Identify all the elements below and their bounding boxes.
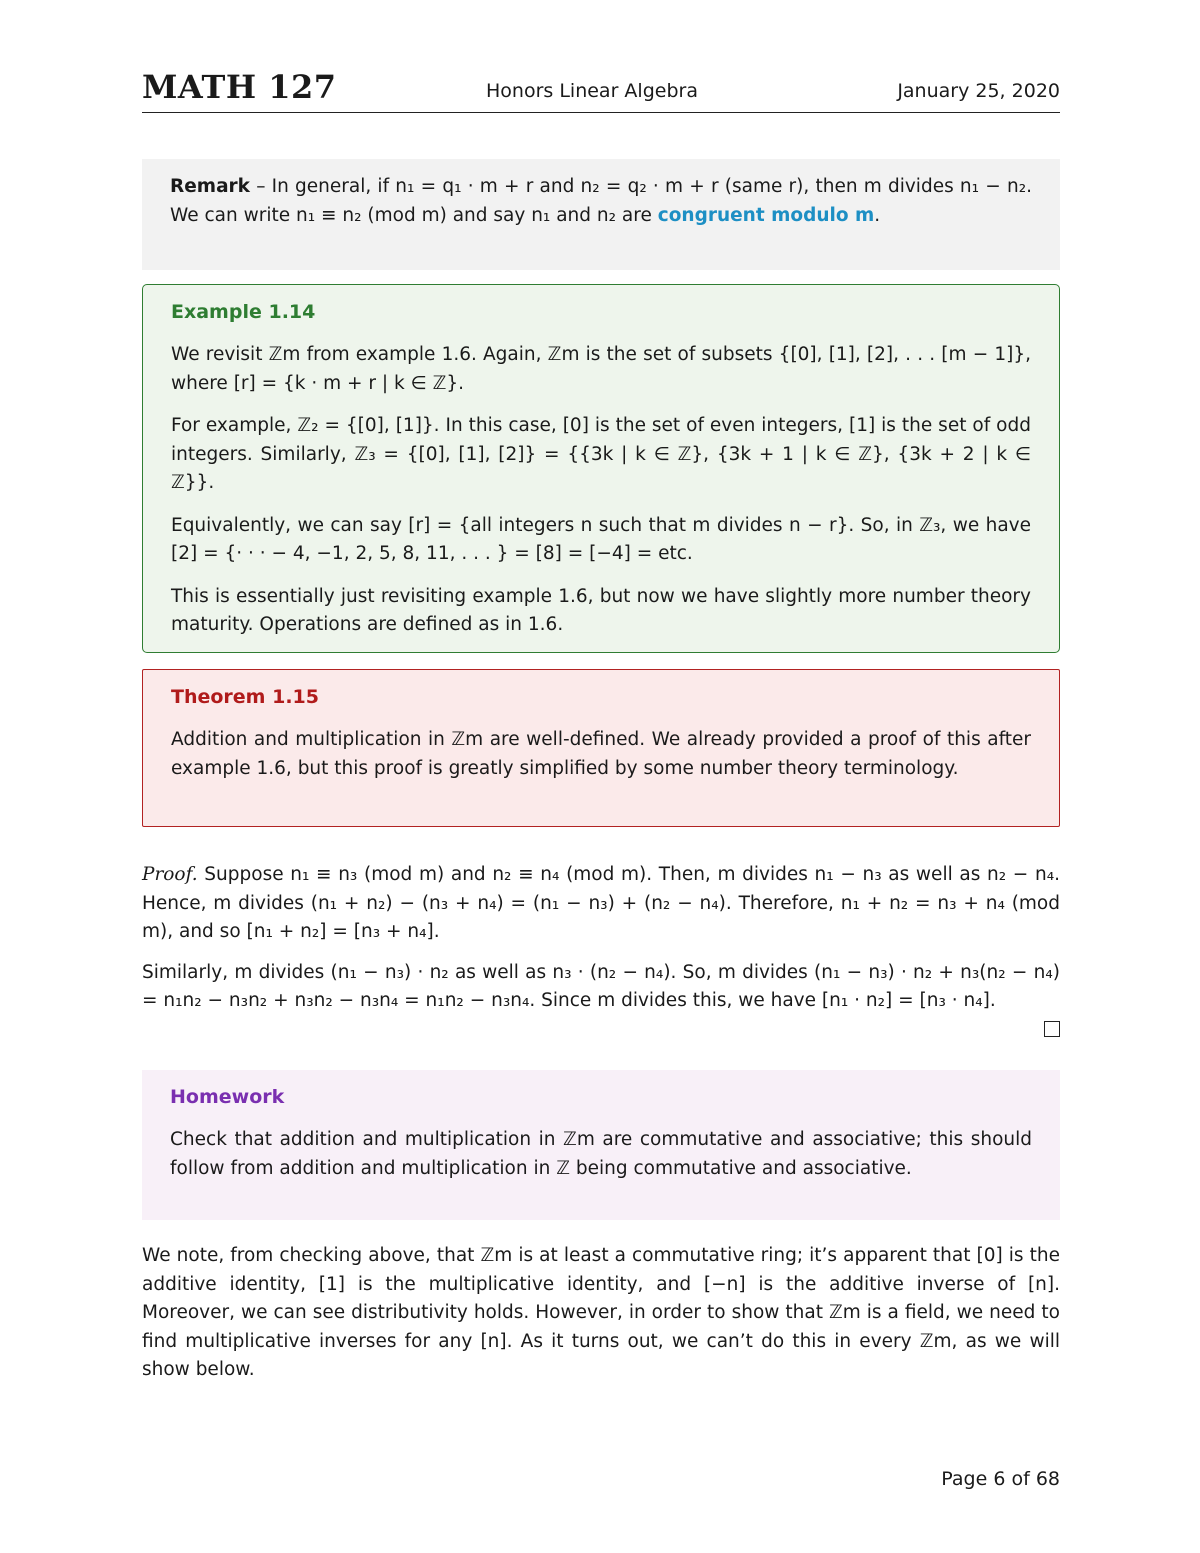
proof-section [142, 861, 1060, 1028]
theorem-text: Addition and multiplication in ℤm are well-defined. We already provided a proof of this after example 1.6, but this proof is greatly simplified by some number theory terminology. [171, 729, 1031, 779]
document-page [142, 0, 1060, 1553]
remark-text [170, 173, 1032, 230]
closing-paragraph: We note, from checking above, that ℤm is at least a commutative ring; it’s apparent that [0] is the additive identity, [1] is the multiplicative identity, and [−n] is the additive inverse of [n]. Moreover, we can see distributivity holds. However, in order to show that ℤm is a field, we need to find multiplicative inverses for any [n]. As it turns out, we can’t do this in every ℤm, as we will show below. [142, 1245, 1060, 1380]
example-paragraph: For example, ℤ₂ = {[0], [1]}. In this case, [0] is the set of even integers, [1] is the set of odd integers. Similarly, ℤ₃ = {[0], [1], [2]} = {{3k | k ∈ ℤ}, {3k + 1 | k ∈ ℤ}, {3k + 2 | k ∈ ℤ}}. [171, 415, 1031, 493]
homework-title: Homework [170, 1086, 285, 1108]
page-number: Page 6 of 68 [941, 1468, 1060, 1490]
closing-section [142, 1242, 1060, 1385]
example-paragraph: We revisit ℤm from example 1.6. Again, ℤm is the set of subsets {[0], [1], [2], . . . [m − 1]}, where [r] = {k · m + r | k ∈ ℤ}. [171, 344, 1031, 394]
qed-symbol [1044, 1021, 1060, 1037]
course-code: MATH 127 [142, 68, 337, 106]
remark-end: . [874, 204, 881, 226]
proof-paragraph [142, 861, 1060, 947]
proof-body: Suppose n₁ ≡ n₃ (mod m) and n₂ ≡ n₄ (mod m). Then, m divides n₁ − n₃ as well as n₂ − n₄. Hence, m divides (n₁ + n₂) − (n₃ + n₄) = (n₁ − n₃) + (n₂ − n₄). Therefore, n₁ + n₂ = n₃ + n₄ (mod m), and so [n₁ + n₂] = [n₃ + n₄]. [142, 864, 1060, 942]
remark-term: congruent modulo m [657, 204, 875, 226]
theorem-title: Theorem 1.15 [171, 686, 319, 708]
homework-box [142, 1070, 1060, 1220]
example-paragraph: This is essentially just revisiting example 1.6, but now we have slightly more number theory maturity. Operations are defined as in 1.6. [171, 585, 1031, 635]
remark-box [142, 159, 1060, 270]
remark-label: Remark [170, 176, 250, 197]
proof-label: Proof. [142, 864, 198, 885]
remark-body: – In general, if n₁ = q₁ · m + r and n₂ = q₂ · m + r (same r), then m divides n₁ − n₂. We can write n₁ ≡ n₂ (mod m) and say n₁ and n₂ are [170, 176, 1032, 226]
header-date: January 25, 2020 [897, 80, 1060, 102]
course-title: Honors Linear Algebra [486, 80, 698, 102]
homework-text: Check that addition and multiplication in ℤm are commutative and associative; this should follow from addition and multiplication in ℤ being commutative and associative. [170, 1129, 1032, 1179]
page-header [142, 66, 1060, 113]
example-paragraph: Equivalently, we can say [r] = {all integers n such that m divides n − r}. So, in ℤ₃, we have [2] = {· · · − 4, −1, 2, 5, 8, 11, . . . } = [8] = [−4] = etc. [171, 514, 1031, 564]
example-title: Example 1.14 [171, 301, 316, 323]
theorem-box [142, 669, 1060, 827]
proof-paragraph: Similarly, m divides (n₁ − n₃) · n₂ as well as n₃ · (n₂ − n₄). So, m divides (n₁ − n₃) · n₂ + n₃(n₂ − n₄) = n₁n₂ − n₃n₂ + n₃n₂ − n₃n₄ = n₁n₂ − n₃n₄. Since m divides this, we have [n₁ · n₂] = [n₃ · n₄]. [142, 961, 1060, 1011]
example-box [142, 284, 1060, 653]
